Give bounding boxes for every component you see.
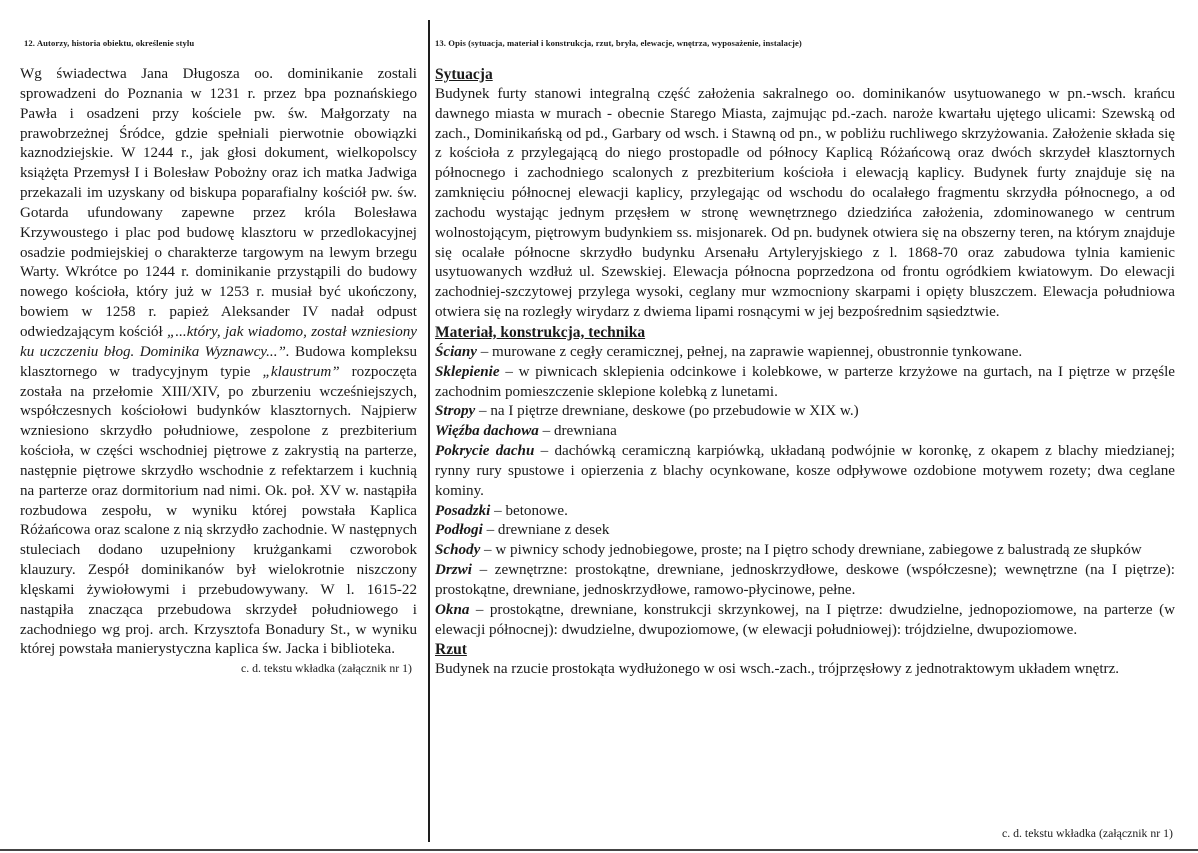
item-label: Drzwi [435, 562, 472, 579]
material-heading: Materiał, konstrukcja, technika [435, 323, 646, 341]
item-okna [435, 601, 1175, 641]
item-text: – betonowe. [490, 502, 568, 519]
item-wiezba [435, 422, 1175, 442]
item-label: Pokrycie dachu [435, 443, 535, 460]
item-label: Stropy [435, 403, 476, 420]
item-podlogi [435, 521, 1175, 541]
item-text: – prostokątne, drewniane, konstrukcji skrzynkowej, na I piętrze: dwudzielne, jednopoziomowe, na parterze (w elewacji północnej): dwudzielne, dwupoziomowe, (w elewacji południowej): trójdzielne, dwupoziomowe. [435, 601, 1175, 638]
right-continuation-note: c. d. tekstu wkładka (załącznik nr 1) [1002, 826, 1173, 840]
item-text: – na I piętrze drewniane, deskowe (po przebudowie w XIX w.) [475, 403, 859, 420]
item-label: Posadzki [435, 502, 491, 519]
section-13-description [435, 38, 1175, 680]
item-label: Schody [435, 542, 481, 559]
item-label: Więźba dachowa [435, 423, 539, 440]
item-text: – murowane z cegły ceramicznej, pełnej, na zaprawie wapiennej, obustronnie tynkowane. [476, 343, 1023, 360]
klaustrum-term: „klaustrum” [262, 363, 340, 380]
section-12-history [20, 38, 417, 676]
item-text: – dachówką ceramiczną karpiówką, układaną podwójnie w koronkę, z okapem z blachy miedzianej; rynny rury spustowe i opierzenia z blachy ocynkowane, kosze odpływowe ozdobione motywem rozety; dwa ceglane kominy. [435, 443, 1175, 499]
item-text: – zewnętrzne: prostokątne, drewniane, jednoskrzydłowe, deskowe (współczesne); wewnętrzne (na I piętrze): prostokątne, drewniane, jednoskrzydłowe, ramowo-płycinowe, pełne. [435, 562, 1175, 598]
item-sciany [435, 343, 1175, 363]
item-label: Okna [435, 601, 470, 618]
section-13-heading: 13. Opis (sytuacja, materiał i konstrukcja, rzut, bryła, elewacje, wnętrza, wyposażenie, instalacje) [435, 38, 802, 48]
column-divider [428, 20, 430, 842]
item-text: – drewniane z desek [482, 522, 610, 539]
item-text: – w piwnicach sklepienia odcinkowe i kolebkowe, w parterze krzyżowe na gurtach, na I piętrze w przęśle zachodnim pomieszczenie sklepione kolebką z lunetami. [435, 363, 1175, 400]
rzut-heading: Rzut [435, 641, 467, 659]
item-label: Podłogi [435, 522, 483, 539]
item-drzwi [435, 561, 1175, 601]
item-sklepienie [435, 363, 1175, 403]
sytuacja-heading: Sytuacja [435, 66, 493, 83]
history-text [20, 65, 417, 660]
section-12-heading: 12. Autorzy, historia obiektu, określenie stylu [24, 38, 195, 48]
sytuacja-text: Budynek furty stanowi integralną część założenia sakralnego oo. dominikanów usytuowanego w pn.-wsch. krańcu dawnego miasta w murach - obecnie Starego Miasta, zajmując pd.-zach. naroże kwartału ujętego ulicami: Szewską od zach., Dominikańską od pd., Garbary od wsch. i Stawną od pn., w pobliżu ruchliwego skrzyżowania. Założenie składa się z kościoła z przylegającą do niego prostopadle od północy Kaplicą Różańcową oraz dwóch skrzydeł klasztornych północnego i zachodniego scalonych z prezbiterium kościoła i elewacją kaplicy. Budynek furty znajduje się na zamknięciu północnej elewacji kaplicy, przylegając od wschodu do ocalałego fragmentu skrzydła północnego, a od zachodu wystając jednym przęsłem w stronę wewnętrznego dziedzińca założenia, zdominowanego w centrum wolnostojącym, piętrowym budynkiem ss. misjonarek. Od pn. budynek otwiera się na obszerny teren, na którym znajduje się ocalałe północne skrzydło budynku Arsenału Artyleryjskiego z l. 1868-70 oraz zabudowa tylnia kamienic usytuowanych wzdłuż ul. Szewskiej. Elewacja północna poprzedzona od frontu ogródkiem kwiatowym. Do elewacji zachodniej-szczytowej przylega wysoki, ceglany mur wzmocniony skarpami i opięty bluszczem. Elewacja południowa otwiera się na rozległy wirydarz z dwiema lipami rosnącymi w jej bezpośrednim sąsiedztwie. [435, 85, 1175, 321]
left-continuation-note: c. d. tekstu wkładka (załącznik nr 1) [241, 661, 412, 676]
item-pokrycie [435, 442, 1175, 502]
history-text-part2a: Budowa kompleksu klasztornego w tradycyjnym typie [20, 343, 417, 380]
history-text-part1: Wg świadectwa Jana Długosza oo. dominikanie zostali sprowadzeni do Poznania w 1231 r. przez bpa poznańskiego Pawła i osadzeni przy kościele pw. św. Małgorzaty na prawobrzeżnej Śródce, gdzie spełniali pierwotnie obowiązki kaznodziejskie. W 1244 r., jak głosi dokument, wielkopolscy książęta Przemysł I i Bolesław Pobożny oraz ich matka Jadwiga przekazali im uzyskany od biskupa poparafialny kościół pw. św. Gotarda ufundowany zapewne przez króla Bolesława Krzywoustego i plac pod budowę klasztoru w przedlokacyjnej osadzie podmiejskiej o charakterze targowym na lewym brzegu Warty. Wkrótce po 1244 r. dominikanie przystąpili do budowy nowego kościoła, który już w 1253 r. musiał być ukończony, bowiem w 1258 r. papież Aleksander IV nadał odpust odwiedzającym kościół [20, 66, 417, 340]
item-text: – drewniana [538, 423, 617, 440]
item-schody [435, 541, 1175, 561]
rzut-text: Budynek na rzucie prostokąta wydłużonego w osi wsch.-zach., trójprzęsłowy z jednotraktowym układem wnętrz. [435, 661, 1120, 678]
history-text-part2b: rozpoczęta została na przełomie XIII/XIV, po zburzeniu wcześniejszych, współczesnych kościołowi budynków klasztornych. Najpierw wzniesiono skrzydło południowe, zespolone z prezbiterium kościoła, w części wschodniej piętrowe z zakrystią na parterze, następnie piętrowe skrzydło wschodnie z refektarzem i kuchnią na parterze oraz dormitorium nad nimi. Ok. poł. XV w. nastąpiła rozbudowa zespołu, w wyniku której powstała Kaplica Różańcowa oraz scalone z nią skrzydło zachodnie. W następnych stuleciach dodano uzupełniony krużgankami czworobok klauzury. Zespół dominikanów był wielokrotnie niszczony klęskami żywiołowymi i przebudowywany. W l. 1615-22 nastąpiła znacząca przebudowa skrzydeł południowego i zachodniego wg proj. arch. Krzysztofa Bonadury St., w wyniku której powstała manierystyczna kaplica św. Jacka i biblioteka. [20, 363, 417, 658]
item-label: Ściany [435, 343, 477, 360]
item-posadzki [435, 502, 1175, 522]
papal-quote: „...który, jak wiadomo, został wzniesiony ku uczczeniu błog. Dominika Wyznawcy...”. [20, 323, 417, 360]
item-label: Sklepienie [435, 363, 500, 380]
item-stropy [435, 402, 1175, 422]
item-text: – w piwnicy schody jednobiegowe, proste; na I piętro schody drewniane, zabiegowe z balustradą ze słupków [480, 542, 1142, 559]
bottom-border [0, 849, 1198, 851]
